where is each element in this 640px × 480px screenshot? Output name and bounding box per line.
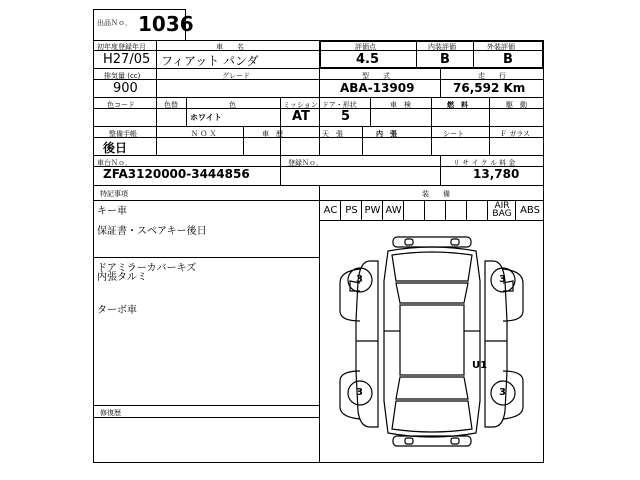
recycle-fee-label: リ サ イ ク ル 料 金 [453,159,516,167]
displacement-value: 900 [113,81,138,96]
remarks-label: 特記事項 [100,190,128,198]
maintenance-record-label: 整備手帳 [109,130,137,138]
equipment-cell: ABS [515,200,544,220]
car-body-diagram [320,221,543,462]
displacement-label: 排気量 (cc) [104,72,141,80]
equipment-cell [445,200,467,220]
chassis-label: 車台Ｎｏ． [97,159,132,167]
history-label: 車 歴 [262,130,283,138]
exterior-grade-value: B [503,52,513,67]
exterior-grade-label: 外装評価 [487,43,515,51]
equipment-cell: PS [340,200,362,220]
remark-line: 内張タルミ [97,272,147,283]
equipment-cell: AIR BAG [487,200,516,220]
color-label: 色 [229,101,236,109]
transmission-label: ミッション [283,101,318,109]
color-value: ホワイト [190,113,222,122]
grade-label: グレード [222,72,250,80]
inspection-label: 車 検 [390,101,411,109]
damage-mark: U1 [472,360,488,371]
doors-value: 5 [341,109,351,124]
chassis-value: ZFA3120000-3444856 [103,167,250,181]
equipment-cell: PW [361,200,383,220]
remark-line: ターボ車 [97,305,137,316]
remark-line: ドアミラーカバーキズ [97,263,197,274]
first-registration-value: H27/05 [103,52,151,67]
equipment-cell [424,200,446,220]
registration-label: 登録Ｎｏ． [288,159,323,167]
model-label: 型 式 [362,72,390,80]
nox-label: Ｎ Ｏ Ｘ [191,130,217,138]
repair-history-label: 修復歴 [100,409,121,417]
interior-grade-value: B [440,52,450,67]
color-change-label: 色替 [164,101,178,109]
damage-mark: 3 [499,274,506,285]
drive-label: 駆 動 [506,101,527,109]
equipment-cell: AW [382,200,404,220]
transmission-value: AT [292,109,310,124]
lot-number: 1036 [138,12,194,36]
equipment-cell: AC [319,200,341,220]
color-code-label: 色コード [107,101,135,109]
damage-mark: 3 [356,274,363,285]
maintenance-record-value: 後日 [103,141,128,155]
front-glass-label: Ｆ ガラス [500,130,531,138]
score-value: 4.5 [356,52,380,67]
equipment-label: 装 備 [422,190,450,198]
model-value: ABA-13909 [340,81,415,95]
interior-roof-label: 内 張 [376,130,397,138]
first-registration-label: 初年度登録年月 [97,43,146,51]
roof-label: 天 張 [322,130,343,138]
equipment-cell [466,200,488,220]
equipment-cell [403,200,425,220]
lot-number-label: 出品Ｎｏ． [97,19,132,27]
damage-mark: 3 [356,387,363,398]
mileage-label: 走 行 [478,72,506,80]
car-name-label: 車 名 [216,43,244,51]
damage-mark: 3 [499,387,506,398]
fuel-label: 燃 料 [447,101,468,109]
car-name-value: フィアット パンダ [161,54,259,68]
mileage-value: 76,592 Km [453,81,526,95]
seat-label: シート [443,130,464,138]
interior-grade-label: 内装評価 [428,43,456,51]
doors-label: ドア・形状 [322,101,357,109]
remark-line: 保証書・スペアキー後日 [97,226,207,237]
remark-line: キー車 [97,206,127,217]
score-label: 評価点 [355,43,376,51]
recycle-fee-value: 13,780 [473,167,520,181]
